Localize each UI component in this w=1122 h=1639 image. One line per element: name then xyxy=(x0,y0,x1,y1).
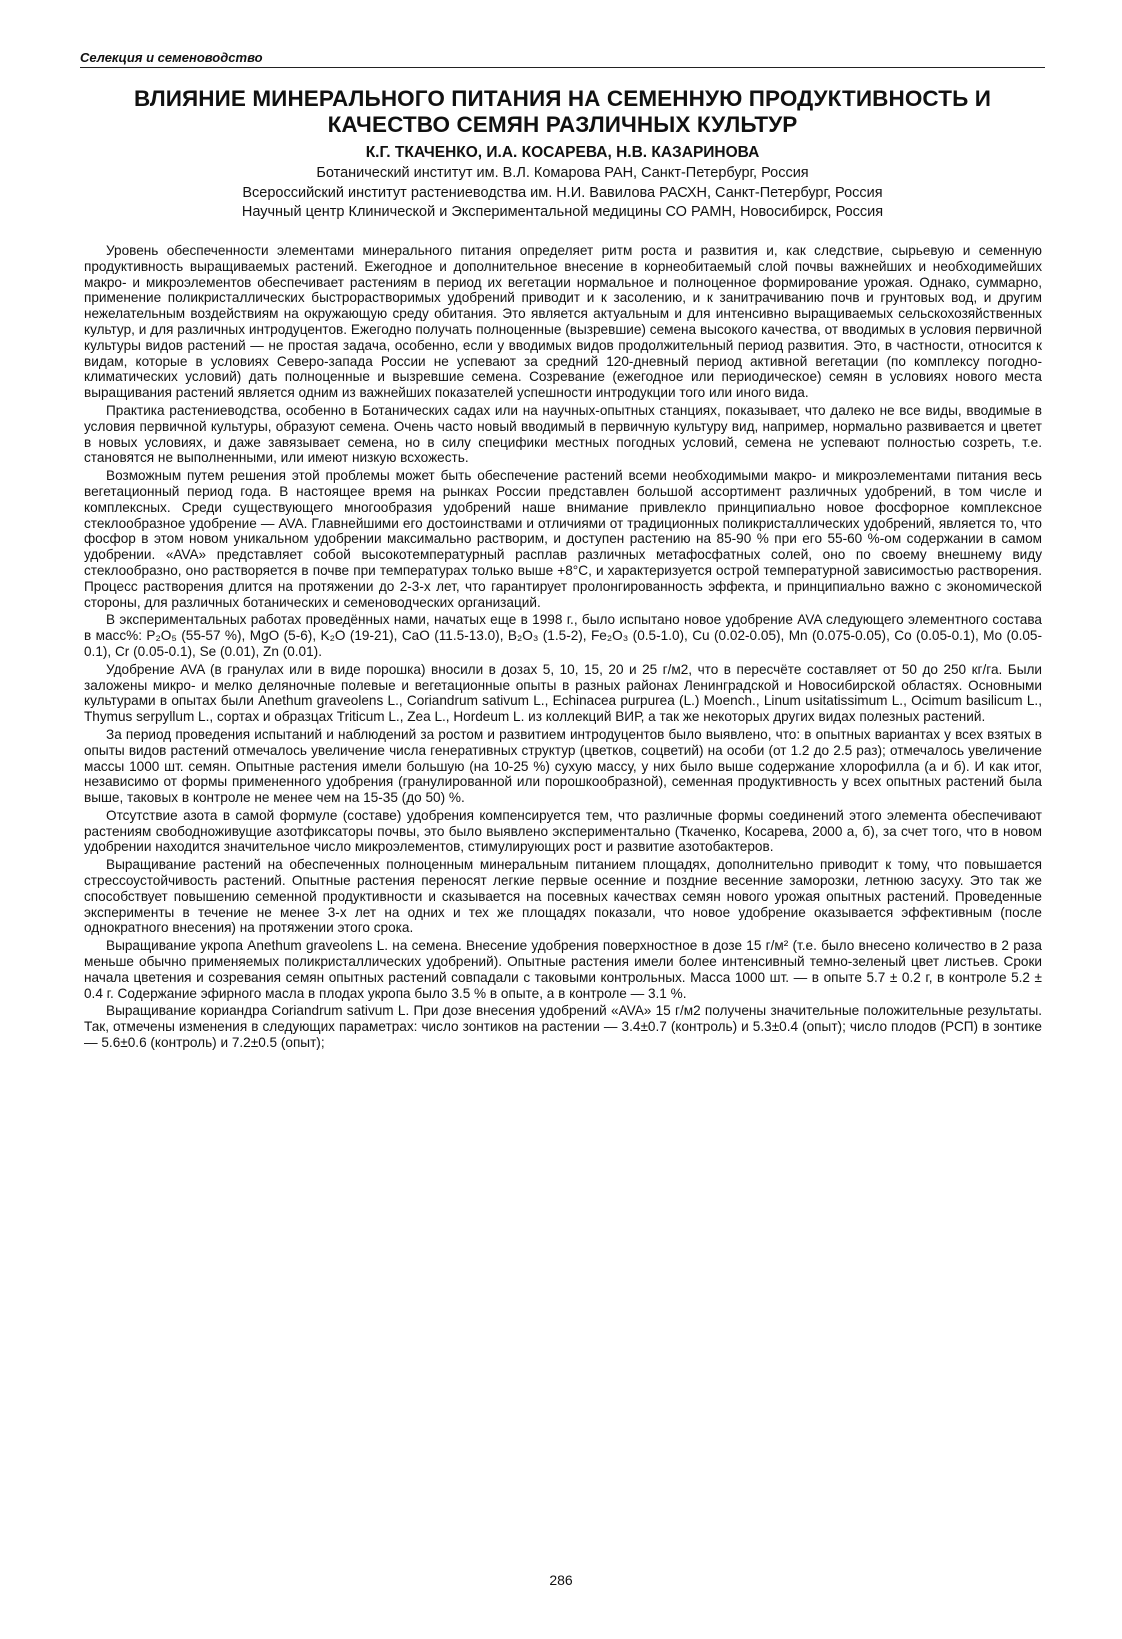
paragraph: Возможным путем решения этой проблемы может быть обеспечение растений всеми необходимыми макро- и микроэлементами питания весь вегетационный период года. В настоящее время на рынках России представлен большой ассортимент различных удобрений, в том числе и комплексных. Среди существующего многообразия удобрений наше внимание привлекло принципиально новое фосфорное комплексное стеклообразное удобрение — AVA. Главнейшими его достоинствами и отличиями от традиционных поликристаллических удобрений, является то, что фосфор в этом новом уникальном удобрении максимально растворим, и доступен растению на 85-90 % при его 55-60 %-ом содержании в самом удобрении. «AVA» представляет собой высокотемпературный расплав различных метафосфатных солей, оно по своему внешнему виду стеклообразно, оно растворяется в почве при температурах только выше +8°С, и характеризуется острой температурной зависимостью растворения. Процесс растворения длится на протяжении до 2-3-х лет, что гарантирует пролонгированность эффекта, и принципиально важно с экономической стороны, для различных ботанических и семеноводческих организаций. xyxy=(84,468,1042,610)
paragraph: В экспериментальных работах проведённых нами, начатых еще в 1998 г., было испытано новое удобрение AVA следующего элементного состава в масс%: P₂O₅ (55-57 %), MgO (5-6), K₂O (19-21), CaO (11.5-13.0), B₂O₃ (1.5-2), Fe₂O₃ (0.5-1.0), Cu (0.02-0.05), Mn (0.075-0.05), Co (0.05-0.1), Mo (0.05-0.1), Cr (0.05-0.1), Se (0.01), Zn (0.01). xyxy=(84,612,1042,659)
affiliation: Научный центр Клинической и Экспериментальной медицины СО РАМН, Новосибирск, Россия xyxy=(241,204,884,220)
paragraph: Отсутствие азота в самой формуле (составе) удобрения компенсируется тем, что различные формы соединений этого элемента обеспечивают растениям свободноживущие азотфиксаторы почвы, это было выявлено экспериментально (Ткаченко, Косарева, 2000 а, б), за счет того, что в новом удобрении находится значительное число микроэлементов, стимулирующих рост и развитие азотобактеров. xyxy=(84,807,1042,855)
paragraph: За период проведения испытаний и наблюдений за ростом и развитием интродуцентов было выявлено, что: в опытных вариантах у всех взятых в опыты видов растений отмечалось увеличение числа генеративных структур (цветков, соцветий) на особи (от 1.2 до 2.5 раз); отмечалось увеличение массы 1000 шт. семян. Опытные растения имели большую (на 10-25 %) сухую массу, у них было выше содержание хлорофилла (а и б). И как итог, независимо от формы примененного удобрения (гранулированной или порошкообразной), семенная продуктивность у всех опытных растений была выше, таковых в контроле не менее чем на 15-35 (до 50) %. xyxy=(84,726,1042,806)
affiliation: Ботанический институт им. В.Л. Комарова РАН, Санкт-Петербург, Россия xyxy=(316,165,809,181)
paragraph: Уровень обеспеченности элементами минерального питания определяет ритм роста и развития и, как следствие, сырьевую и семенную продуктивность выращиваемых растений. Ежегодное и дополнительное внесение в корнеобитаемый слой почвы важнейших и необходимейших макро- и микроэлементов обеспечивает растениям в период их вегетации нормальное и полноценное формирование урожая. Однако, суммарно, применение поликристаллических быстрорастворимых удобрений приводит и к засолению, и к занитрачиванию почв и грунтовых вод, и другим нежелательным воздействиям на окружающую среду обитания. Это является актуальным и для интенсивно выращиваемых сельскохозяйственных культур, и для различных интродуцентов. Ежегодно получать полноценные (вызревшие) семена высокого качества, от вводимых в условия первичной культуры видов растений — не простая задача, особенно, если у вводимых видов продолжительный период развития. Это, в частности, относится к видам, которые в условиях Северо-запада России не успевают за средний 120-дневный период активной вегетации (по комплексу погодно-климатических условий) дать полноценные и вызревшие семена. Созревание (ежегодное или периодическое) семян в условиях нового места выращивания растений является одним из важнейших показателей успешности интродукции того или иного вида. xyxy=(84,243,1042,401)
running-head: Селекция и семеноводство xyxy=(80,50,1045,68)
paragraph: Выращивание растений на обеспеченных полноценным минеральным питанием площадях, дополнительно приводит к тому, что повышается стрессоустойчивость растений. Опытные растения переносят легкие первые осенние и поздние весенние заморозки, летнюю засуху. Это так же способствует повышению семенной продуктивности и сказывается на посевных качествах семян нового урожая опытных растений. Проведенные эксперименты в течение не менее 3-х лет на одних и тех же площадях показали, что новое удобрение оказывается эффективным (после однократного внесения) на протяжении этого срока. xyxy=(84,857,1042,936)
paragraph: Выращивание кориандра Coriandrum sativum L. При дозе внесения удобрений «AVA» 15 г/м2 получены значительные положительные результаты. Так, отмечены изменения в следующих параметрах: число зонтиков на растении — 3.4±0.7 (контроль) и 5.3±0.4 (опыт); число плодов (РСП) в зонтике — 5.6±0.6 (контроль) и 7.2±0.5 (опыт); xyxy=(84,1003,1042,1051)
paragraph: Практика растениеводства, особенно в Ботанических садах или на научных-опытных станциях, показывает, что далеко не все виды, вводимые в условия первичной культуры, образуют семена. Очень часто новый вводимый в первичную культуру вид, например, нормально развивается и цветет в новых условиях, и даже завязывает семена, но в силу специфики местных погодных условий, семена не успевают полностью созреть, т.е. становятся не выполненными, или имеют низкую всхожесть. xyxy=(84,402,1042,466)
paragraph: Удобрение AVA (в гранулах или в виде порошка) вносили в дозах 5, 10, 15, 20 и 25 г/м2, что в пересчёте составляет от 50 до 250 кг/га. Были заложены микро- и мелко деляночные полевые и вегетационные опыты в разных районах Ленинградской и Новосибирской областях. Основными культурами в опытах были Anethum graveolens L., Coriandrum sativum L., Echinacea purpurea (L.) Moench., Linum usitatissimum L., Ocimum basilicum L., Thymus serpyllum L., сортах и образцах Triticum L., Zea L., Hordeum L. из коллекций ВИР, а так же некоторых других видах полезных растений. xyxy=(84,661,1042,725)
affiliation: Всероссийский институт растениеводства им. Н.И. Вавилова РАСХН, Санкт-Петербург, Россия xyxy=(242,184,883,201)
article-body xyxy=(84,243,1042,1053)
article-authors: К.Г. ТКАЧЕНКО, И.А. КОСАРЕВА, Н.В. КАЗАРИНОВА xyxy=(365,144,760,161)
page-number: 286 xyxy=(549,1572,573,1588)
affiliations-list xyxy=(80,164,1045,223)
article-title: ВЛИЯНИЕ МИНЕРАЛЬНОГО ПИТАНИЯ НА СЕМЕННУЮ ПРОДУКТИВНОСТЬ И КАЧЕСТВО СЕМЯН РАЗЛИЧНЫХ КУЛЬТУР xyxy=(134,86,991,137)
paragraph: Выращивание укропа Anethum graveolens L. на семена. Внесение удобрения поверхностное в дозе 15 г/м² (т.е. было внесено количество в 2 раза меньше обычно применяемых поликристаллических удобрений). Опытные растения имели более интенсивный темно-зеленый цвет листьев. Сроки начала цветения и созревания семян опытных растений совпадали с таковыми контрольных. Масса 1000 шт. — в опыте 5.7 ± 0.2 г, в контроле 5.2 ± 0.4 г. Содержание эфирного масла в плодах укропа было 3.5 % в опыте, а в контроле — 3.1 %. xyxy=(84,938,1042,1001)
